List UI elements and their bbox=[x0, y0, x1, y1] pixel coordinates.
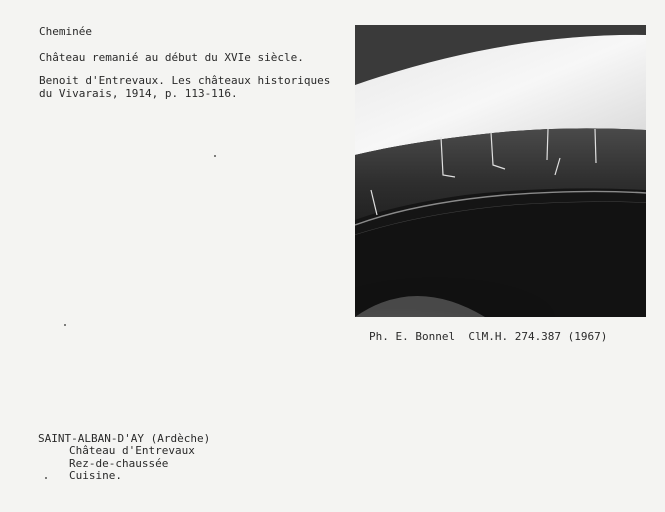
paper-speck bbox=[214, 155, 216, 157]
location-floor: Rez-de-chaussée bbox=[69, 457, 169, 470]
photo-credit: Ph. E. Bonnel ClM.H. 274.387 (1967) bbox=[369, 330, 608, 343]
location-place: SAINT-ALBAN-D'AY (Ardèche) bbox=[38, 432, 211, 445]
location-building: Château d'Entrevaux bbox=[69, 444, 195, 457]
fireplace-photo-image bbox=[355, 25, 646, 317]
location-room: Cuisine. bbox=[69, 469, 122, 482]
paper-speck bbox=[64, 324, 66, 326]
bibliographic-reference-line-2: du Vivarais, 1914, p. 113-116. bbox=[39, 87, 238, 100]
fireplace-photograph bbox=[355, 25, 646, 317]
paper-speck bbox=[45, 477, 47, 479]
card-description: Château remanié au début du XVIe siècle. bbox=[39, 51, 304, 64]
bibliographic-reference-line-1: Benoit d'Entrevaux. Les châteaux historiques bbox=[39, 74, 331, 87]
card-heading: Cheminée bbox=[39, 25, 92, 38]
